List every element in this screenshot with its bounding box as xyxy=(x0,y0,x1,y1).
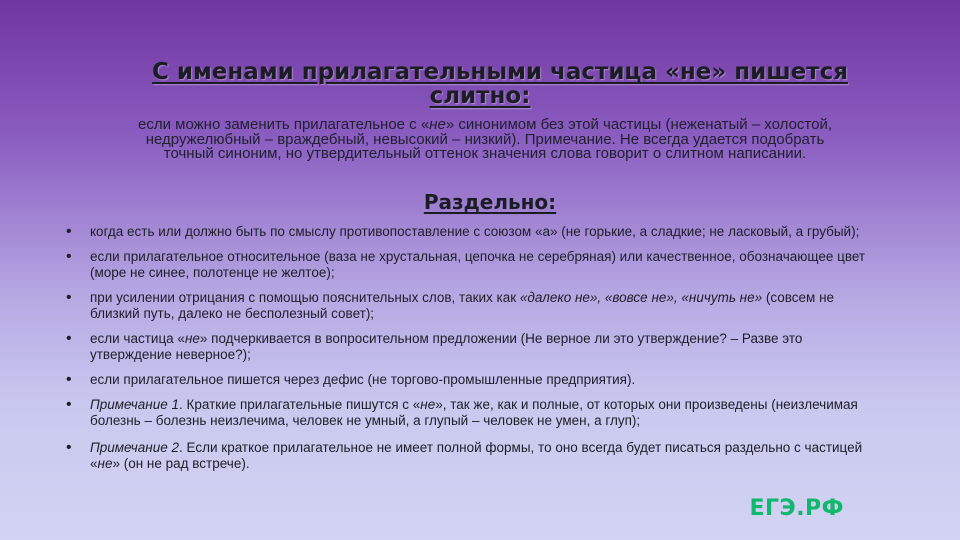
item-text: » подчеркивается в вопросительном предложении (Не верное ли это утверждение? – Разве это утверждение неверное?); xyxy=(90,331,803,362)
rules-list xyxy=(66,224,886,472)
lead-paragraph xyxy=(60,118,910,162)
list-item xyxy=(66,440,886,472)
item-text: . Краткие прилагательные пишутся с « xyxy=(179,397,421,412)
site-logo: ЕГЭ.РФ xyxy=(749,496,844,521)
item-emphasis: не xyxy=(97,456,113,471)
title-line-1: С именами прилагательными частица «не» пишется xyxy=(152,59,848,85)
list-item xyxy=(66,249,886,281)
list-item xyxy=(66,331,886,363)
list-item xyxy=(66,290,886,322)
item-text: когда есть или должно быть по смыслу противопоставление с союзом «а» (не горькие, а сладкие; не ласковый, а грубый); xyxy=(90,224,860,239)
item-text: если частица « xyxy=(90,331,185,346)
item-text: если прилагательное пишется через дефис (не торгово-промышленные предприятия). xyxy=(90,372,636,387)
section-subtitle: Раздельно: xyxy=(423,190,557,214)
lead-line-2: недружелюбный – враждебный, невысокий – низкий). Примечание. Не всегда удается подобрать xyxy=(145,130,825,148)
list-item xyxy=(66,224,886,240)
lead-emphasis: не xyxy=(429,116,446,133)
item-text: », так же, как и полные, от которых они произведены (неизлечимая болезнь – болезнь неизлечима, человек не умный, а глупый – человек не умен, а глуп); xyxy=(90,397,858,428)
item-text: . Если краткое прилагательное не имеет полной формы, то оно всегда будет писаться раздельно с частицей « xyxy=(90,440,863,471)
page-title xyxy=(0,60,960,108)
item-text: » (он не рад встрече). xyxy=(112,456,250,471)
item-emphasis: «далеко не», «вовсе не», «ничуть не» xyxy=(519,290,763,305)
title-line-2: слитно: xyxy=(429,83,531,109)
item-emphasis: не xyxy=(184,331,200,346)
item-text: если прилагательное относительное (ваза не хрустальная, цепочка не серебряная) или качественное, обозначающее цвет (море не синее, полотенце не желтое); xyxy=(90,249,866,280)
item-emphasis: Примечание 1 xyxy=(90,397,180,412)
lead-text: если можно заменить прилагательное с « xyxy=(138,116,430,133)
item-emphasis: Примечание 2 xyxy=(90,440,180,455)
item-emphasis: не xyxy=(420,397,436,412)
lead-text: » синонимом без этой частицы (неженатый – холостой, xyxy=(445,116,832,133)
list-item xyxy=(66,372,886,388)
lead-line-3: точный синоним, но утвердительный оттенок значения слова говорит о слитном написании. xyxy=(163,145,807,162)
item-text: при усилении отрицания с помощью пояснительных слов, таких как xyxy=(90,290,520,305)
item-text: (совсем не близкий путь, далеко не бесполезный совет); xyxy=(90,290,835,321)
list-item xyxy=(66,397,886,429)
